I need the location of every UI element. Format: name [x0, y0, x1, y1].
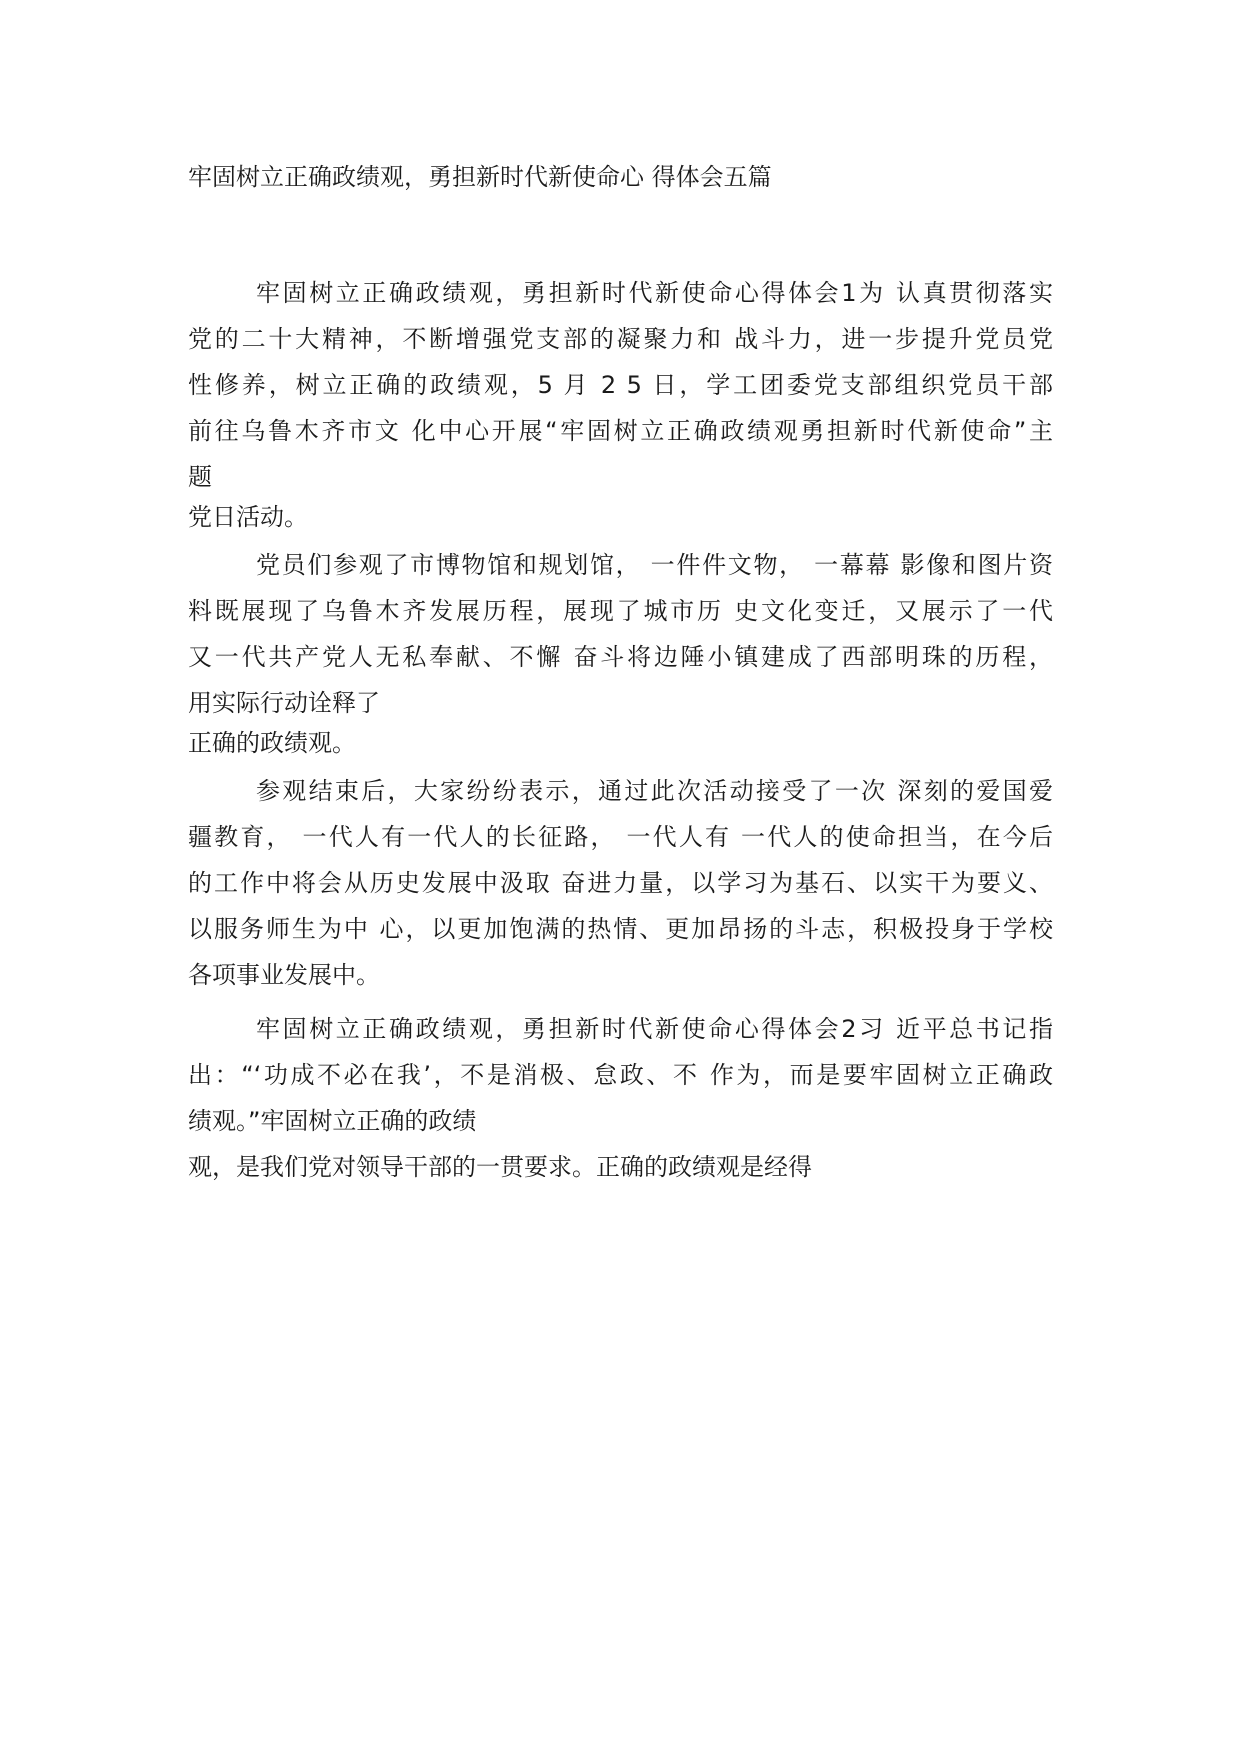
paragraph-gap	[188, 760, 1053, 768]
paragraph-2-line-4: 用实际行动诠释了	[188, 689, 380, 717]
paragraph-1-line-6: 党日活动。	[188, 503, 308, 531]
paragraph-3-line-4: 以服务师生为中 心，以更加饱满的热情、更加昂扬的斗志，积极投身于学校	[188, 915, 1053, 943]
paragraph-4-line-4: 观，是我们党对领导干部的一贯要求。正确的政绩观是经得	[188, 1153, 812, 1181]
paragraph-1-line-1: 牢固树立正确政绩观，勇担新时代新使命心得体会1为 认真贯彻落实	[256, 279, 1053, 307]
paragraph-2-line-3: 又一代共产党人无私奉献、不懈 奋斗将边陲小镇建成了西部明珠的历程，	[188, 643, 1053, 671]
paragraph-gap	[188, 998, 1053, 1006]
paragraph-4-line-1: 牢固树立正确政绩观，勇担新时代新使命心得体会2习 近平总书记指	[256, 1015, 1053, 1043]
paragraph-4-line-3: 绩观。”牢固树立正确的政绩	[188, 1107, 477, 1135]
paragraph-1-line-2: 党的二十大精神，不断增强党支部的凝聚力和 战斗力，进一步提升党员党	[188, 325, 1053, 353]
paragraph-3-line-2: 疆教育， 一代人有一代人的长征路， 一代人有 一代人的使命担当，在今后	[188, 823, 1053, 851]
paragraph-1-line-4: 前往乌鲁木齐市文 化中心开展“牢固树立正确政绩观勇担新时代新使命”主	[188, 417, 1053, 445]
paragraph-4-line-2: 出：“‘功成不必在我’，不是消极、怠政、不 作为，而是要牢固树立正确政	[188, 1061, 1053, 1089]
document-body	[188, 270, 1053, 1190]
paragraph-gap	[188, 534, 1053, 542]
paragraph-2-line-5: 正确的政绩观。	[188, 729, 356, 757]
paragraph-2-line-2: 料既展现了乌鲁木齐发展历程，展现了城市历 史文化变迁，又展示了一代	[188, 597, 1053, 625]
paragraph-1-line-5: 题	[188, 463, 212, 491]
paragraph-3-line-3: 的工作中将会从历史发展中汲取 奋进力量，以学习为基石、以实干为要义、	[188, 869, 1053, 897]
paragraph-1-line-3: 性修养，树立正确的政绩观，5 月 2 5 日，学工团委党支部组织党员干部	[188, 371, 1053, 399]
paragraph-2-line-1: 党员们参观了市博物馆和规划馆， 一件件文物， 一幕幕 影像和图片资	[256, 551, 1053, 579]
document-title: 牢固树立正确政绩观，勇担新时代新使命心 得体会五篇	[188, 163, 772, 191]
paragraph-3-line-1: 参观结束后，大家纷纷表示，通过此次活动接受了一次 深刻的爱国爱	[256, 777, 1053, 805]
paragraph-3-line-5: 各项事业发展中。	[188, 961, 380, 989]
